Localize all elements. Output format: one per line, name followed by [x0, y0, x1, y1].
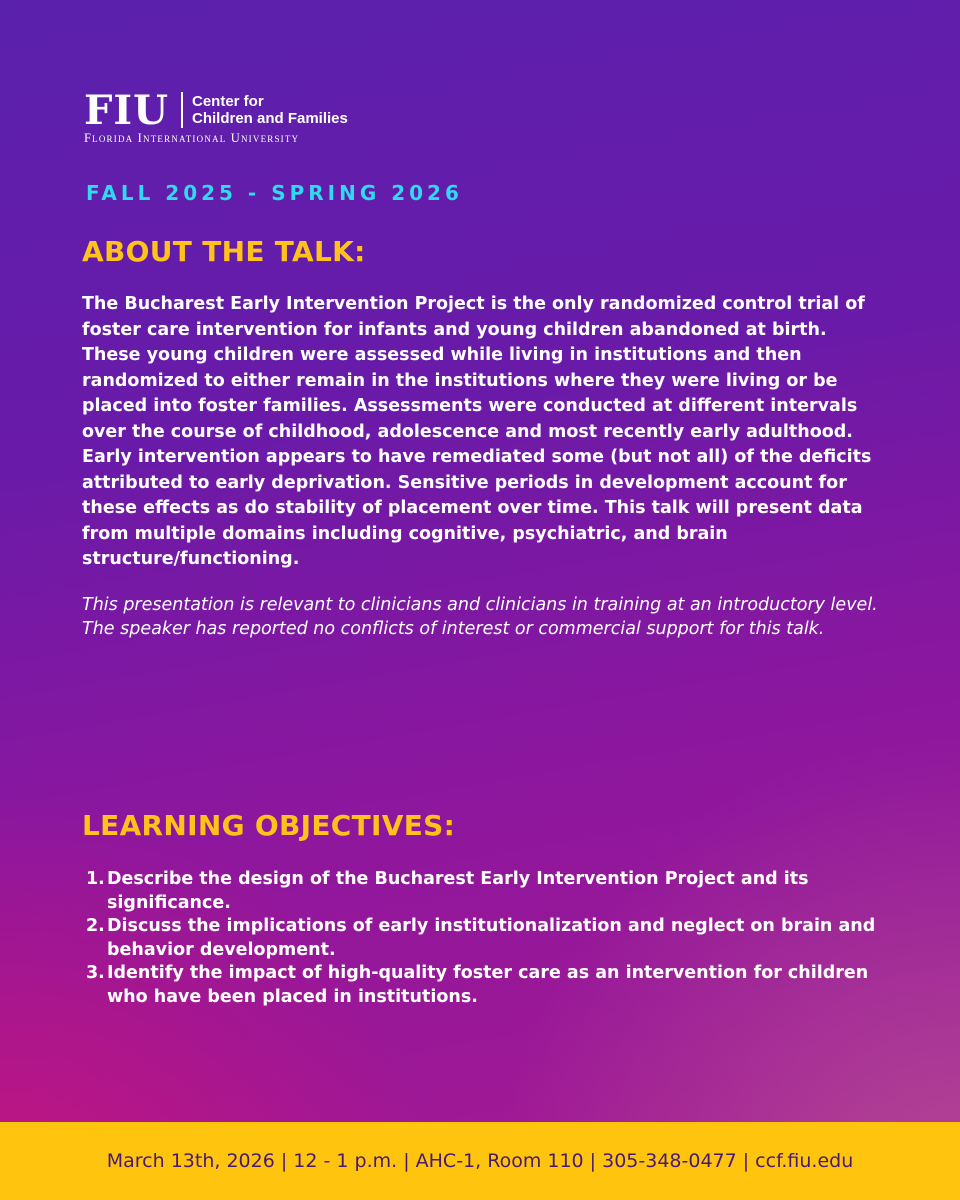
logo-center-line1: Center for [192, 93, 264, 110]
logo-university: Florida International University [84, 131, 300, 145]
objective-item [86, 962, 886, 1009]
objective-item [86, 915, 886, 962]
fiu-logo [84, 87, 384, 150]
objective-number: 2. [86, 916, 105, 936]
objective-number: 3. [86, 963, 105, 983]
about-heading: ABOUT THE TALK: [82, 235, 366, 268]
disclaimer: This presentation is relevant to clinicians and clinicians in training at an introductory level. The speaker has reported no conflicts of interest or commercial support for this talk. [82, 595, 878, 639]
logo-center-line2: Children and Families [192, 110, 348, 127]
objectives-list [86, 868, 886, 1009]
semester-label: FALL 2025 - SPRING 2026 [86, 181, 463, 205]
logo-mark: FIU [84, 87, 169, 134]
about-body: The Bucharest Early Intervention Project is the only randomized control trial of foster care intervention for infants and young children abandoned at birth. These young children were assessed while living in institutions and then randomized to either remain in the institutions where they were living or be placed into foster families. Assessments were conducted at different intervals over the course of childhood, adolescence and most recently early adulthood. Early intervention appears to have remediated some (but not all) of the deficits attributed to early deprivation. Sensitive periods in development account for these effects as do stability of placement over time. This talk will present data from multiple domains including cognitive, psychiatric, and brain structure/functioning. [82, 294, 872, 569]
event-details-footer [0, 1122, 960, 1200]
objective-number: 1. [86, 869, 105, 889]
objectives-heading: LEARNING OBJECTIVES: [82, 809, 456, 842]
objective-text: Identify the impact of high-quality foster care as an intervention for children who have been placed in institutions. [107, 963, 869, 1007]
event-details: March 13th, 2026 | 12 - 1 p.m. | AHC-1, Room 110 | 305-348-0477 | ccf.fiu.edu [106, 1150, 854, 1172]
logo-divider [181, 92, 183, 128]
objective-text: Discuss the implications of early institutionalization and neglect on brain and behavior development. [107, 916, 876, 960]
logo-center-name [192, 93, 348, 127]
objective-text: Describe the design of the Bucharest Early Intervention Project and its significance. [107, 869, 809, 913]
objective-item [86, 868, 886, 915]
